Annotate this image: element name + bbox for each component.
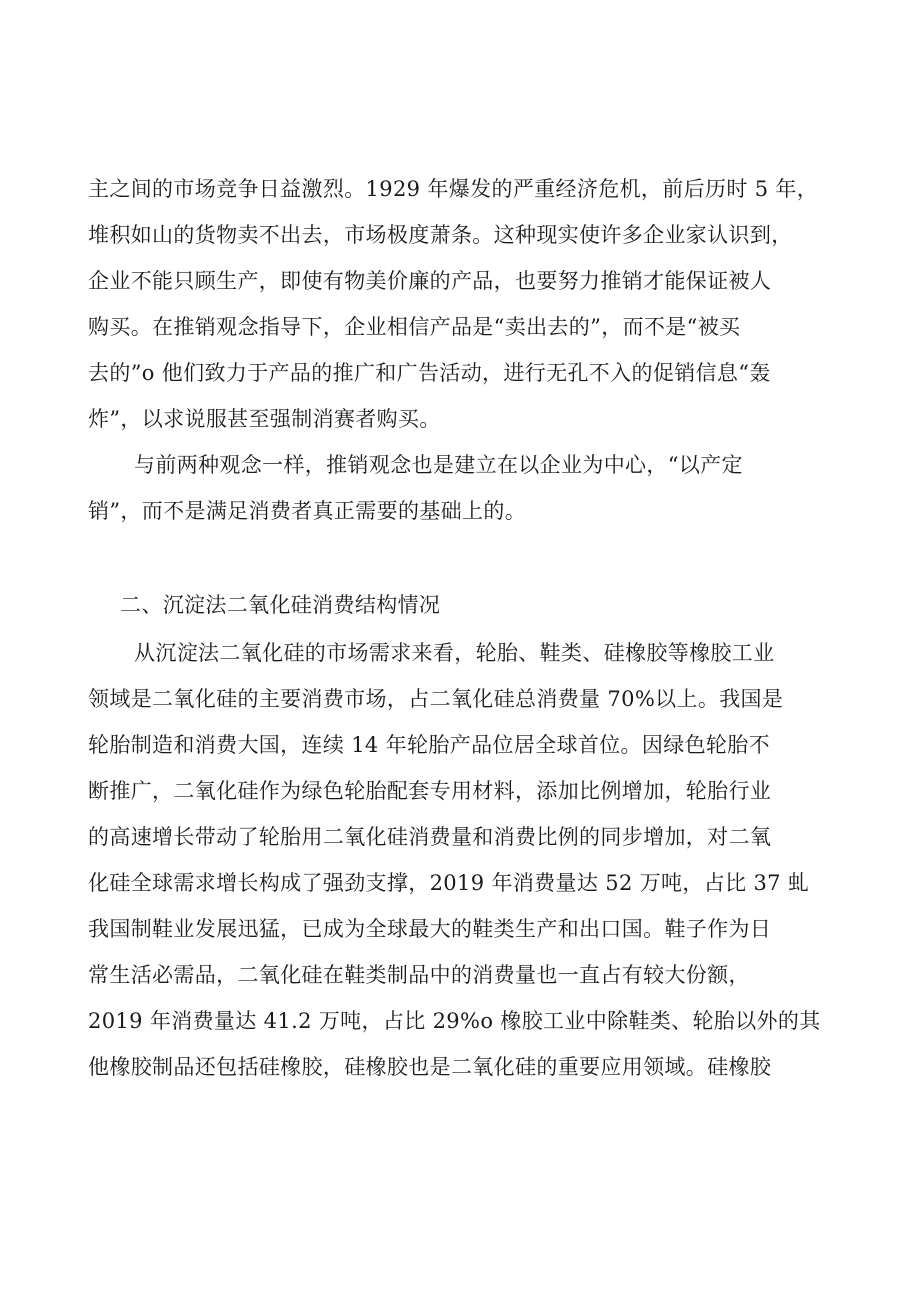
text-line: 主之间的市场竞争日益激烈。1929 年爆发的严重经济危机，前后历时 5 年， <box>88 177 819 201</box>
text-line: 领域是二氧化硅的主要消费市场，占二氧化硅总消费量 70%以上。我国是 <box>88 687 784 711</box>
text-line: 销”，而不是满足消费者真正需要的基础上的。 <box>88 499 527 523</box>
text-line: 化硅全球需求增长构成了强劲支撑，2019 年消费量达 52 万吨，占比 37 虬 <box>88 871 810 895</box>
text-line: 企业不能只顾生产，即使有物美价廉的产品，也要努力推销才能保证被人 <box>88 269 772 293</box>
text-line: 与前两种观念一样，推销观念也是建立在以企业为中心，“以产定 <box>134 453 743 477</box>
text-line: 炸”，以求说服甚至强制消赛者购买。 <box>88 407 441 431</box>
text-line: 堆积如山的货物卖不出去，市场极度萧条。这种现实使许多企业家认识到， <box>88 223 793 247</box>
text-line: 轮胎制造和消费大国，连续 14 年轮胎产品位居全球首位。因绿色轮胎不 <box>88 733 770 757</box>
text-line: 的高速增长带动了轮胎用二氧化硅消费量和消费比例的同步增加，对二氧 <box>88 825 772 849</box>
text-line: 我国制鞋业发展迅猛，已成为全球最大的鞋类生产和出口国。鞋子作为日 <box>88 917 772 941</box>
text-line: 去的”o 他们致力于产品的推广和广告活动，进行无孔不入的促销信息“轰 <box>88 361 771 385</box>
text-line: 2019 年消费量达 41.2 万吨，占比 29%o 橡胶工业中除鞋类、轮胎以外的其 <box>88 1009 821 1033</box>
text-line: 从沉淀法二氧化硅的市场需求来看，轮胎、鞋类、硅橡胶等橡胶工业 <box>134 641 775 665</box>
section-heading: 二、沉淀法二氧化硅消费结构情况 <box>120 593 441 617</box>
text-line: 断推广，二氧化硅作为绿色轮胎配套专用材料，添加比例增加，轮胎行业 <box>88 779 772 803</box>
text-line: 常生活必需品，二氧化硅在鞋类制品中的消费量也一直占有较大份额， <box>88 963 750 987</box>
text-line: 购买。在推销观念指导下，企业相信产品是“卖出去的”，而不是“被买 <box>88 315 741 339</box>
text-line: 他橡胶制品还包括硅橡胶，硅橡胶也是二氧化硅的重要应用领域。硅橡胶 <box>88 1055 772 1079</box>
